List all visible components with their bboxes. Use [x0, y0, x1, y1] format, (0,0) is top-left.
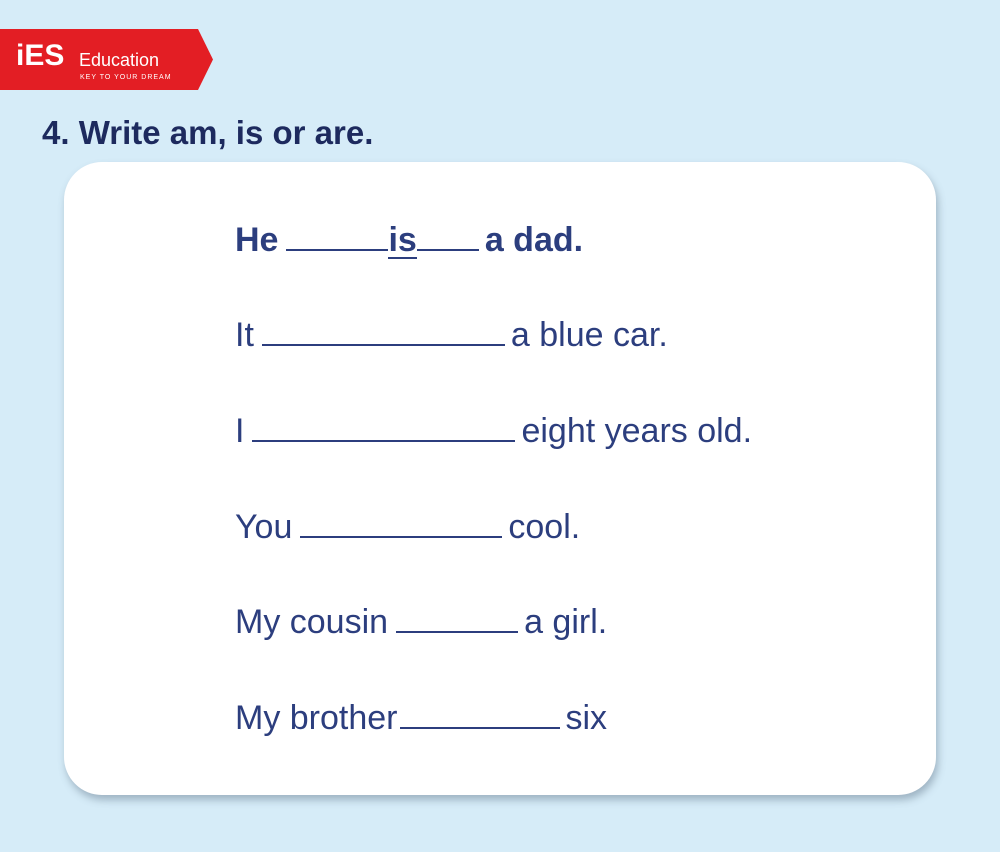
sentence-5	[235, 699, 607, 735]
logo-tagline: KEY TO YOUR DREAM	[80, 74, 172, 81]
exercise-title: 4. Write am, is or are.	[42, 114, 374, 151]
logo-brand: iES	[16, 39, 65, 72]
sentence-3	[235, 508, 580, 544]
ies-education-logo	[0, 29, 213, 90]
sentence-2-blank[interactable]	[252, 412, 515, 442]
sentence-3-subject: You	[235, 508, 293, 546]
sentence-4	[235, 603, 607, 639]
logo-graphic	[0, 29, 213, 90]
sentence-2-subject: I	[235, 412, 245, 450]
example-subject: He	[235, 221, 279, 259]
sentence-4-subject: My cousin	[235, 603, 389, 641]
sentence-4-rest: a girl.	[524, 603, 608, 641]
example-sentence	[235, 221, 583, 259]
sentence-1-rest: a blue car.	[510, 316, 668, 354]
sentence-1-blank[interactable]	[262, 316, 505, 346]
blank-underline-left	[286, 221, 388, 251]
example-answer-blank	[286, 221, 478, 259]
sentence-2-rest: eight years old.	[521, 412, 753, 450]
blank-underline-right	[417, 221, 479, 251]
sentence-5-blank[interactable]	[400, 699, 560, 729]
sentence-1-subject: It	[235, 316, 254, 354]
exercise-card	[64, 162, 936, 795]
sentence-1	[235, 316, 668, 352]
sentence-5-rest: six	[565, 699, 608, 737]
sentence-3-blank[interactable]	[300, 508, 502, 538]
example-rest: a dad.	[484, 221, 584, 259]
sentence-2	[235, 412, 752, 448]
sentence-3-rest: cool.	[508, 508, 581, 546]
logo-name: Education	[79, 50, 160, 70]
example-answer: is	[388, 221, 417, 259]
sentence-5-subject: My brother	[235, 699, 398, 737]
sentence-4-blank[interactable]	[396, 603, 518, 633]
